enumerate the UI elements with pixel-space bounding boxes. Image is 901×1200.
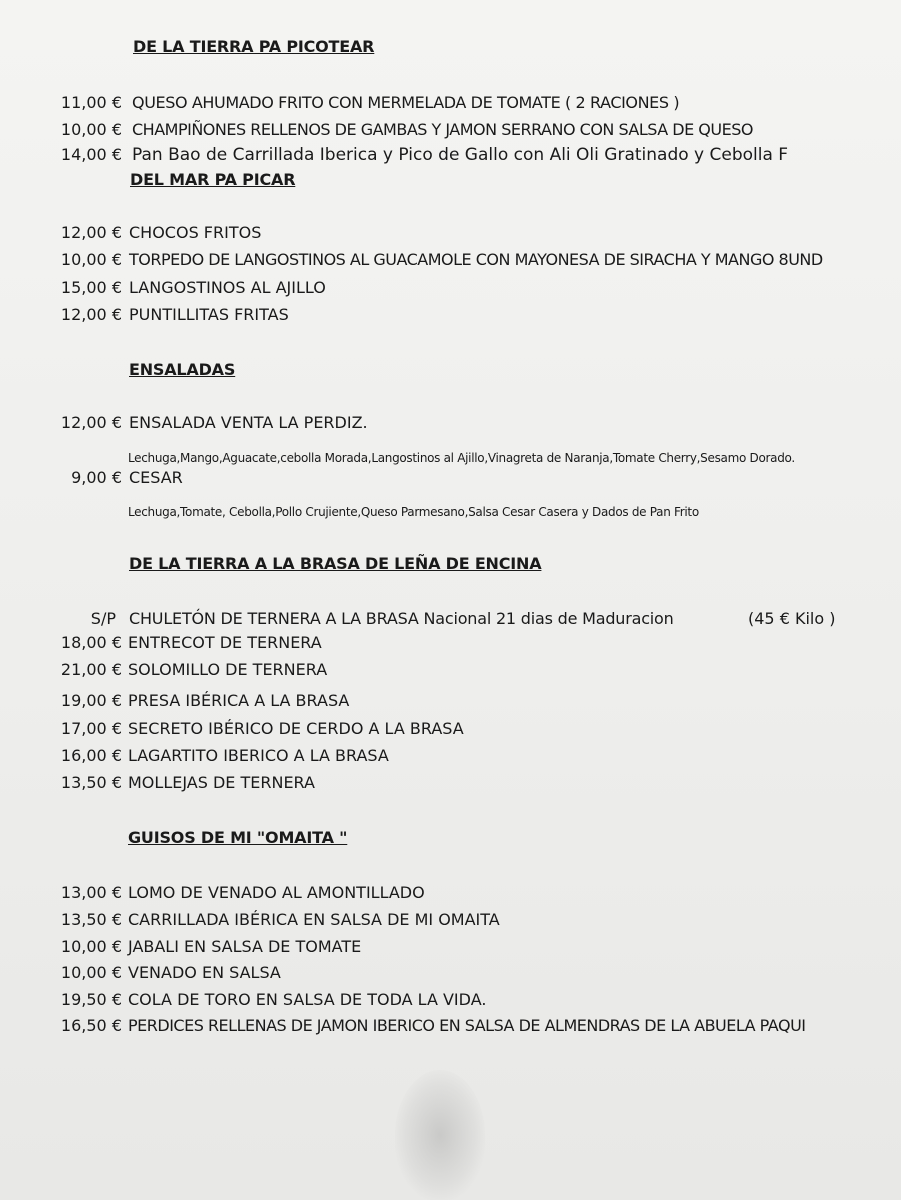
item-name: CHOCOS FRITOS (129, 223, 262, 242)
section-title-guisos: GUISOS DE MI "OMAITA " (128, 828, 348, 847)
item-price: 12,00 € (60, 305, 122, 324)
item-price: 14,00 € (60, 145, 122, 164)
item-price: 10,00 € (60, 120, 122, 139)
item-price: 19,50 € (60, 990, 122, 1009)
item-name: ENTRECOT DE TERNERA (128, 633, 322, 652)
item-price-per-kilo: (45 € Kilo ) (748, 609, 836, 628)
item-name: SOLOMILLO DE TERNERA (128, 660, 328, 679)
item-price: 12,00 € (60, 223, 122, 242)
item-name: CARRILLADA IBÉRICA EN SALSA DE MI OMAITA (128, 910, 500, 929)
item-name: LOMO DE VENADO AL AMONTILLADO (128, 883, 425, 902)
item-name: Pan Bao de Carrillada Iberica y Pico de Gallo con Ali Oli Gratinado y Cebolla F (132, 145, 789, 165)
item-price: 18,00 € (60, 633, 122, 652)
item-price: 13,00 € (60, 883, 122, 902)
item-name: ENSALADA VENTA LA PERDIZ. (129, 413, 368, 432)
item-description: Lechuga,Tomate, Cebolla,Pollo Crujiente,Queso Parmesano,Salsa Cesar Casera y Dados de Pan Frito (128, 505, 699, 519)
item-name: LAGARTITO IBERICO A LA BRASA (128, 746, 389, 765)
item-price: 12,00 € (60, 413, 122, 432)
item-price: 10,00 € (60, 937, 122, 956)
item-price: 15,00 € (60, 278, 122, 297)
item-name: JABALI EN SALSA DE TOMATE (128, 937, 362, 956)
item-name: QUESO AHUMADO FRITO CON MERMELADA DE TOMATE ( 2 RACIONES ) (132, 93, 680, 112)
section-title-mar-picar: DEL MAR PA PICAR (130, 170, 296, 189)
item-price: 10,00 € (60, 963, 122, 982)
section-title-brasa: DE LA TIERRA A LA BRASA DE LEÑA DE ENCINA (129, 554, 542, 573)
item-name: COLA DE TORO EN SALSA DE TODA LA VIDA. (128, 990, 487, 1009)
item-price: 9,00 € (71, 468, 122, 487)
item-name: CHULETÓN DE TERNERA A LA BRASA Nacional 21 dias de Maduracion (129, 609, 674, 628)
paper-smudge (395, 1070, 485, 1200)
item-name: PRESA IBÉRICA A LA BRASA (128, 691, 350, 710)
item-price: 13,50 € (60, 910, 122, 929)
item-description: Lechuga,Mango,Aguacate,cebolla Morada,Langostinos al Ajillo,Vinagreta de Naranja,Tomate Cherry,Sesamo Dorado. (128, 451, 795, 465)
item-price: 16,00 € (60, 746, 122, 765)
item-name: PERDICES RELLENAS DE JAMON IBERICO EN SALSA DE ALMENDRAS DE LA ABUELA PAQUI (128, 1016, 806, 1035)
item-price: 19,00 € (60, 691, 122, 710)
item-name: SECRETO IBÉRICO DE CERDO A LA BRASA (128, 719, 464, 738)
item-price: 11,00 € (60, 93, 122, 112)
item-name: CHAMPIÑONES RELLENOS DE GAMBAS Y JAMON SERRANO CON SALSA DE QUESO (132, 120, 753, 139)
item-name: TORPEDO DE LANGOSTINOS AL GUACAMOLE CON MAYONESA DE SIRACHA Y MANGO 8UND (129, 250, 823, 269)
item-price: 10,00 € (60, 250, 122, 269)
item-price: 17,00 € (60, 719, 122, 738)
item-name: LANGOSTINOS AL AJILLO (129, 278, 326, 297)
item-price: S/P (90, 609, 116, 628)
section-title-ensaladas: ENSALADAS (129, 360, 236, 379)
section-title-tierra-picotear: DE LA TIERRA PA PICOTEAR (133, 37, 375, 56)
item-price: 21,00 € (60, 660, 122, 679)
item-price: 16,50 € (60, 1016, 122, 1035)
item-price: 13,50 € (60, 773, 122, 792)
item-name: MOLLEJAS DE TERNERA (128, 773, 315, 792)
item-name: PUNTILLITAS FRITAS (129, 305, 289, 324)
item-name: VENADO EN SALSA (128, 963, 281, 982)
item-name: CESAR (129, 468, 183, 487)
